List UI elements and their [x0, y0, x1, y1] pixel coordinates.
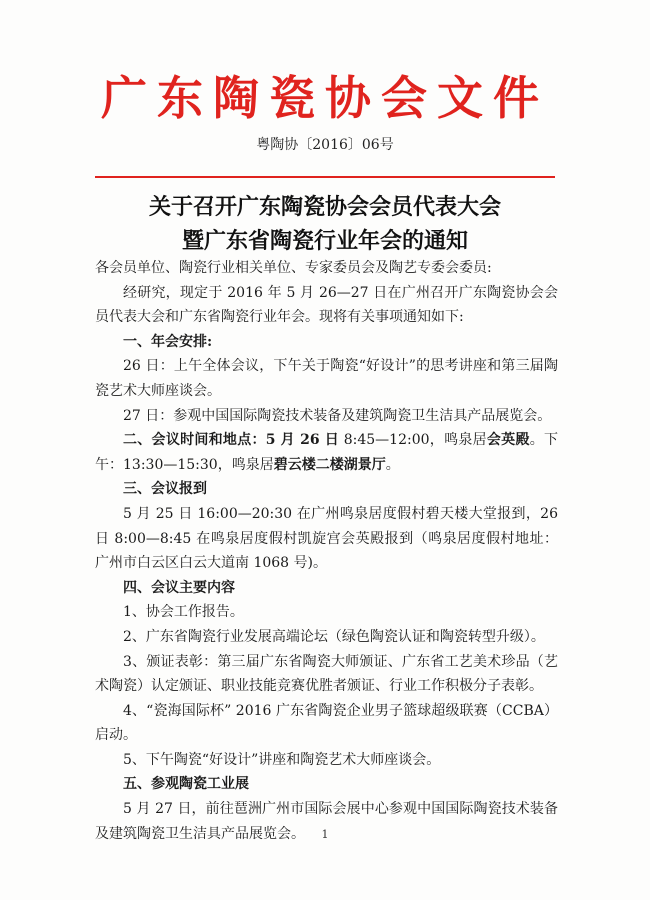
section-2-heading: 二、会议时间和地点：	[123, 432, 266, 449]
red-divider	[95, 176, 555, 178]
section-4-item-3: 3、颁证表彰：第三届广东省陶瓷大师颁证、广东省工艺美术珍品（艺术陶瓷）认定颁证、职业技能竞赛优胜者颁证、行业工作积极分子表彰。	[95, 653, 558, 695]
salutation: 各会员单位、陶瓷行业相关单位、专家委员会及陶艺专委会委员:	[95, 260, 492, 276]
section-2-place-2: 碧云楼二楼湖景厅	[273, 456, 386, 473]
section-1-heading: 一、年会安排:	[123, 333, 213, 350]
section-1-paragraph-1: 26 日：上午全体会议，下午关于陶瓷“好设计”的思考讲座和第三届陶瓷艺术大师座谈会。	[95, 358, 558, 399]
notice-title-line1: 关于召开广东陶瓷协会会员代表大会	[148, 194, 501, 220]
page-number: 1	[321, 828, 329, 841]
section-3-heading: 三、会议报到	[123, 481, 207, 498]
section-4-item-5: 5、下午陶瓷“好设计”讲座和陶瓷艺术大师座谈会。	[123, 751, 441, 768]
section-5-paragraph: 5 月 27 日，前往琶洲广州市国际会展中心参观中国国际陶瓷技术装备及建筑陶瓷卫生洁具产品展览会。	[95, 801, 558, 842]
section-2-place-1: 会英殿	[486, 432, 530, 449]
section-4-item-4: 4、“瓷海国际杯” 2016 广东省陶瓷企业男子篮球超级联赛（CCBA）启动。	[95, 702, 558, 744]
section-2-paragraph	[95, 428, 558, 477]
section-2-end: 。	[385, 456, 400, 473]
section-2-date: 5 月 26 日	[265, 432, 339, 449]
section-4-item-1: 1、协会工作报告。	[123, 604, 244, 621]
section-5-heading: 五、参观陶瓷工业展	[123, 776, 249, 793]
notice-title-line2: 暨广东省陶瓷行业年会的通知	[181, 228, 468, 254]
document-number: 粤陶协〔2016〕06号	[256, 137, 394, 153]
notice-body	[95, 256, 558, 846]
notice-title	[0, 190, 650, 258]
document-header-title: 广东陶瓷协会文件	[101, 71, 549, 125]
section-3-paragraph: 5 月 25 日 16:00—20:30 在广州鸣泉居度假村碧天楼大堂报到，26 日 8:00—8:45 在鸣泉居度假村凯旋宫会英殿报到（鸣泉居度假村地址：广州市白云区白云大道南 1068 号)。	[95, 505, 558, 572]
section-4-heading: 四、会议主要内容	[123, 579, 235, 596]
section-1-paragraph-2: 27 日：参观中国国际陶瓷技术装备及建筑陶瓷卫生洁具产品展览会。	[123, 407, 552, 424]
intro-paragraph: 经研究，现定于 2016 年 5 月 26—27 日在广州召开广东陶瓷协会会员代表大会和广东省陶瓷行业年会。现将有关事项通知如下:	[95, 284, 558, 326]
section-2-time-2: 。下午：13:30—15:30，鸣泉居	[95, 432, 559, 473]
section-2-time-1: 8:45—12:00，鸣泉居	[339, 432, 487, 449]
section-4-item-2: 2、广东省陶瓷行业发展高端论坛（绿色陶瓷认证和陶瓷转型升级）。	[123, 628, 545, 645]
